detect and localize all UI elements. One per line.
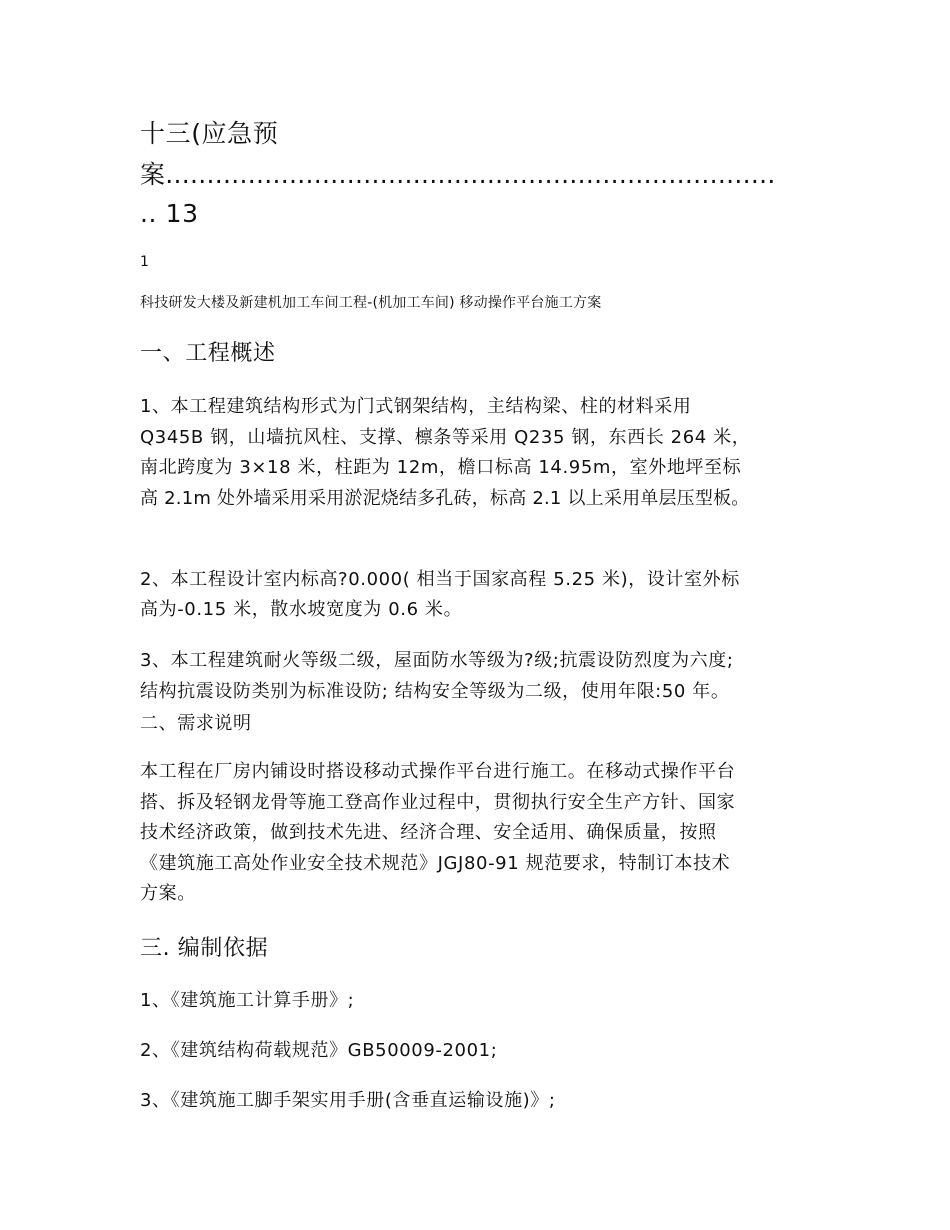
list-item: 1、《建筑施工计算手册》; <box>140 990 355 1011</box>
toc-entry-line-2: 案.......................................................................... <box>140 160 776 189</box>
paragraph-line: 南北跨度为 3×18 米，柱距为 12m，檐口标高 14.95m，室外地坪至标 <box>140 457 742 478</box>
paragraph-line: 《建筑施工高处作业安全技术规范》JGJ80-91 规范要求，特制订本技术 <box>140 853 731 874</box>
paragraph-line: 结构抗震设防类别为标准设防; 结构安全等级为二级，使用年限:50 年。 <box>140 681 730 702</box>
paragraph-line: 高 2.1m 处外墙采用采用淤泥烧结多孔砖，标高 2.1 以上采用单层压型板。 <box>140 488 750 509</box>
paragraph-line: 高为-0.15 米，散水坡宽度为 0.6 米。 <box>140 599 463 620</box>
page-number: 1 <box>140 254 150 270</box>
list-item: 3、《建筑施工脚手架实用手册(含垂直运输设施)》; <box>140 1090 556 1111</box>
document-title: 科技研发大楼及新建机加工车间工程-(机加工车间) 移动操作平台施工方案 <box>140 295 602 311</box>
section-2-heading: 二、需求说明 <box>140 713 252 734</box>
paragraph-line: Q345B 钢，山墙抗风柱、支撑、檩条等采用 Q235 钢，东西长 264 米， <box>140 427 751 448</box>
paragraph-line: 搭、拆及轻钢龙骨等施工登高作业过程中，贯彻执行安全生产方针、国家 <box>140 792 736 813</box>
paragraph-line: 2、本工程设计室内标高?0.000( 相当于国家高程 5.25 米)，设计室外标 <box>140 569 740 590</box>
toc-entry-line-1: 十三(应急预 <box>140 119 279 148</box>
paragraph-line: 方案。 <box>140 883 196 904</box>
list-item: 2、《建筑结构荷载规范》GB50009-2001; <box>140 1040 498 1061</box>
section-1-heading: 一、工程概述 <box>140 341 276 366</box>
paragraph-line: 1、本工程建筑结构形式为门式钢架结构，主结构梁、柱的材料采用 <box>140 396 692 417</box>
paragraph-line: 技术经济政策，做到技术先进、经济合理、安全适用、确保质量，按照 <box>140 822 717 843</box>
paragraph-line: 本工程在厂房内铺设时搭设移动式操作平台进行施工。在移动式操作平台 <box>140 761 736 782</box>
section-3-heading: 三. 编制依据 <box>140 936 269 961</box>
toc-entry-line-3: .. 13 <box>140 199 199 228</box>
paragraph-line: 3、本工程建筑耐火等级二级，屋面防水等级为?级;抗震设防烈度为六度; <box>140 650 734 671</box>
